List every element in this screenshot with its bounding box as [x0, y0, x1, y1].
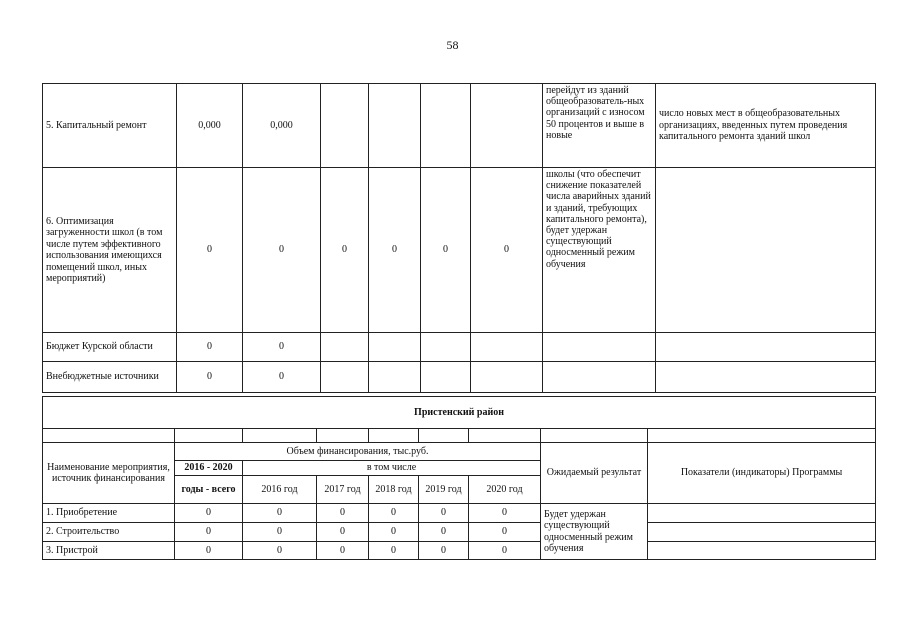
year-header: 2017 год	[317, 476, 369, 504]
indicator-cell	[656, 333, 876, 362]
row-name: 2. Строительство	[43, 523, 175, 542]
expected-result-cell: перейдут из зданий общеобразователь-ных организаций с износом 50 процентов и выше в новые	[543, 84, 656, 168]
row-name: Бюджет Курской области	[43, 333, 177, 362]
value-cell	[471, 84, 543, 168]
empty-cell	[43, 429, 175, 443]
indicator-cell	[648, 523, 876, 542]
page-number: 58	[446, 38, 459, 52]
header-row	[43, 443, 876, 461]
empty-cell	[419, 429, 469, 443]
empty-cell	[317, 429, 369, 443]
table-row	[43, 542, 876, 560]
row-name: Внебюджетные источники	[43, 362, 177, 393]
value-cell: 0	[469, 504, 541, 523]
total-header-top: 2016 - 2020	[175, 461, 243, 476]
table-row	[43, 84, 876, 168]
district-table	[42, 396, 876, 560]
value-cell: 0	[177, 362, 243, 393]
value-cell: 0	[419, 542, 469, 560]
value-cell: 0	[421, 168, 471, 333]
value-cell: 0	[175, 523, 243, 542]
value-cell: 0	[243, 168, 321, 333]
value-cell: 0	[369, 542, 419, 560]
value-cell: 0	[419, 523, 469, 542]
value-cell	[321, 362, 369, 393]
value-cell	[369, 333, 421, 362]
including-header: в том числе	[243, 461, 541, 476]
value-cell: 0	[419, 504, 469, 523]
indicator-cell	[656, 362, 876, 393]
expected-result-header: Ожидаемый результат	[541, 443, 648, 504]
indicator-cell	[656, 168, 876, 333]
value-cell: 0	[175, 504, 243, 523]
value-cell: 0	[471, 168, 543, 333]
total-header-bottom: годы - всего	[175, 476, 243, 504]
empty-cell	[369, 429, 419, 443]
expected-result-cell	[543, 362, 656, 393]
value-cell: 0	[369, 168, 421, 333]
empty-cell	[648, 429, 876, 443]
expected-result-cell	[543, 333, 656, 362]
table-row	[43, 523, 876, 542]
value-cell: 0	[175, 542, 243, 560]
value-cell	[369, 84, 421, 168]
value-cell: 0	[317, 523, 369, 542]
value-cell: 0	[317, 542, 369, 560]
spacer-row	[43, 429, 876, 443]
year-header: 2020 год	[469, 476, 541, 504]
value-cell: 0	[243, 542, 317, 560]
value-cell: 0	[243, 523, 317, 542]
value-cell: 0	[243, 333, 321, 362]
indicator-cell	[648, 542, 876, 560]
empty-cell	[541, 429, 648, 443]
row-name: 3. Пристрой	[43, 542, 175, 560]
year-header: 2018 год	[369, 476, 419, 504]
empty-cell	[469, 429, 541, 443]
financing-header: Объем финансирования, тыс.руб.	[175, 443, 541, 461]
value-cell: 0	[369, 523, 419, 542]
value-cell: 0	[321, 168, 369, 333]
empty-cell	[175, 429, 243, 443]
year-header: 2016 год	[243, 476, 317, 504]
value-cell: 0,000	[177, 84, 243, 168]
year-header: 2019 год	[419, 476, 469, 504]
value-cell: 0	[317, 504, 369, 523]
value-cell	[321, 84, 369, 168]
district-heading-row	[43, 397, 876, 429]
row-name: 5. Капитальный ремонт	[43, 84, 177, 168]
table-row	[43, 333, 876, 362]
upper-table	[42, 83, 876, 393]
value-cell: 0	[243, 362, 321, 393]
expected-result-cell: школы (что обеспечит снижение показателей числа аварийных зданий и зданий, требующих капитального ремонта), будет удержан существующий односменный режим обучения	[543, 168, 656, 333]
value-cell	[471, 333, 543, 362]
value-cell: 0	[177, 168, 243, 333]
value-cell	[471, 362, 543, 393]
row-name: 6. Оптимизация загруженности школ (в том числе путем эффективного использования имеющихся помещений школ, иных мероприятий)	[43, 168, 177, 333]
value-cell: 0,000	[243, 84, 321, 168]
expected-result-cell: Будет удержан существующий односменный режим обучения	[541, 504, 648, 560]
value-cell: 0	[469, 542, 541, 560]
value-cell	[421, 333, 471, 362]
table-row	[43, 362, 876, 393]
value-cell: 0	[369, 504, 419, 523]
row-name: 1. Приобретение	[43, 504, 175, 523]
empty-cell	[243, 429, 317, 443]
value-cell: 0	[243, 504, 317, 523]
district-title: Пристенский район	[43, 397, 876, 429]
name-column-header: Наименование мероприятия, источник финансирования	[43, 443, 175, 504]
indicator-cell: число новых мест в общеобразовательных организациях, введенных путем проведения капитального ремонта зданий школ	[656, 84, 876, 168]
value-cell: 0	[177, 333, 243, 362]
table-row	[43, 168, 876, 333]
value-cell	[421, 362, 471, 393]
indicator-cell	[648, 504, 876, 523]
value-cell	[421, 84, 471, 168]
indicators-header: Показатели (индикаторы) Программы	[648, 443, 876, 504]
table-row	[43, 504, 876, 523]
value-cell: 0	[469, 523, 541, 542]
value-cell	[369, 362, 421, 393]
value-cell	[321, 333, 369, 362]
